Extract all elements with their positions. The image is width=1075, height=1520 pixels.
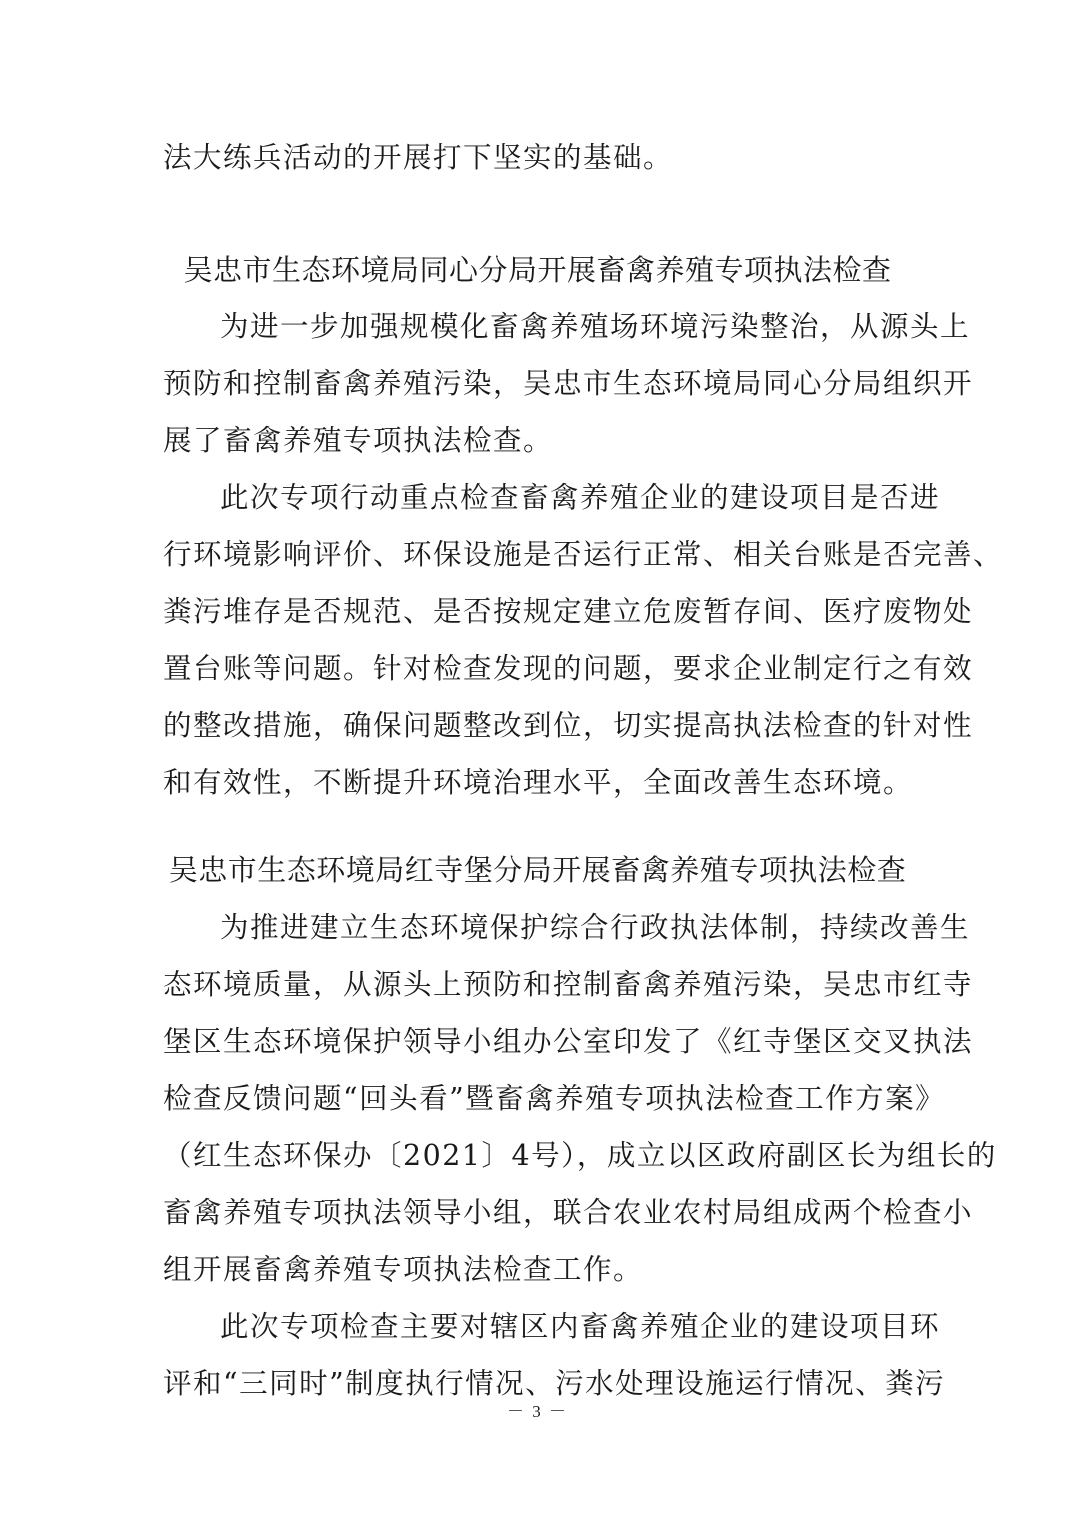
section-heading-tongxin: 吴忠市生态环境局同心分局开展畜禽养殖专项执法检查 (183, 253, 892, 287)
paragraph-line: 和有效性，不断提升环境治理水平，全面改善生态环境。 (163, 766, 914, 799)
paragraph-line: 态环境质量，从源头上预防和控制畜禽养殖污染，吴忠市红寺 (163, 968, 974, 1001)
paragraph-line: 堡区生态环境保护领导小组办公室印发了《红寺堡区交叉执法 (163, 1025, 974, 1058)
section-heading-hongsibu: 吴忠市生态环境局红寺堡分局开展畜禽养殖专项执法检查 (168, 853, 907, 887)
paragraph-line: 法大练兵活动的开展打下坚实的基础。 (163, 141, 674, 174)
paragraph-line: 此次专项检查主要对辖区内畜禽养殖企业的建设项目环 (220, 1310, 941, 1343)
paragraph-line: 预防和控制畜禽养殖污染，吴忠市生态环境局同心分局组织开 (163, 367, 974, 400)
paragraph-line: 组开展畜禽养殖专项执法检查工作。 (163, 1253, 644, 1286)
paragraph-line: 检查反馈问题“回头看”暨畜禽养殖专项执法检查工作方案》 (163, 1082, 946, 1115)
paragraph-line: 的整改措施，确保问题整改到位，切实提高执法检查的针对性 (163, 709, 974, 742)
paragraph-line: 行环境影响评价、环保设施是否运行正常、相关台账是否完善、 (163, 538, 1004, 571)
paragraph-line: 为推进建立生态环境保护综合行政执法体制，持续改善生 (220, 911, 971, 944)
paragraph-line: 为进一步加强规模化畜禽养殖场环境污染整治，从源头上 (220, 310, 971, 343)
paragraph-line: 展了畜禽养殖专项执法检查。 (163, 424, 554, 457)
page-number: － 3 － (507, 1402, 568, 1421)
paragraph-line: 粪污堆存是否规范、是否按规定建立危废暂存间、医疗废物处 (163, 595, 974, 628)
paragraph-line: （红生态环保办〔2021〕4号），成立以区政府副区长为组长的 (163, 1139, 997, 1172)
paragraph-line: 畜禽养殖专项执法领导小组，联合农业农村局组成两个检查小 (163, 1196, 974, 1229)
paragraph-line: 评和“三同时”制度执行情况、污水处理设施运行情况、粪污 (163, 1367, 946, 1400)
paragraph-line: 置台账等问题。针对检查发现的问题，要求企业制定行之有效 (163, 652, 974, 685)
paragraph-line: 此次专项行动重点检查畜禽养殖企业的建设项目是否进 (220, 481, 941, 514)
